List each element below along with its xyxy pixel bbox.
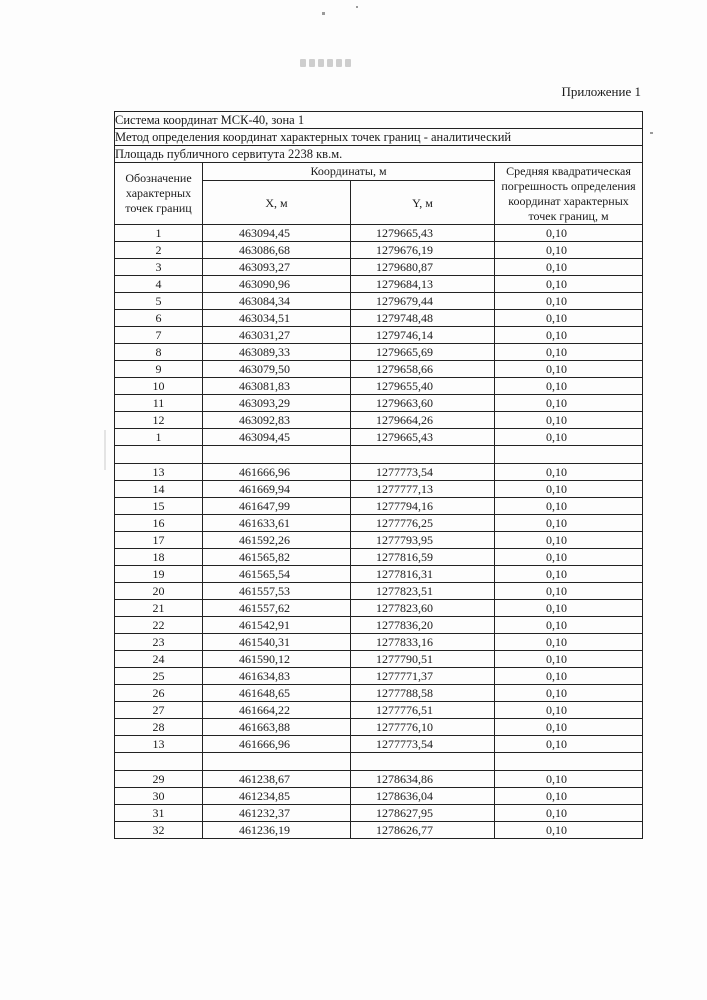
table-row <box>115 685 643 702</box>
x-value: 461633,61 <box>203 515 351 532</box>
error-value: 0,10 <box>495 412 643 429</box>
header-coordinates: Координаты, м <box>203 163 495 181</box>
point-number: 18 <box>115 549 203 566</box>
y-value: 1277833,16 <box>351 634 495 651</box>
point-number: 2 <box>115 242 203 259</box>
x-value: 461565,54 <box>203 566 351 583</box>
table-row <box>115 600 643 617</box>
point-number: 25 <box>115 668 203 685</box>
y-value: 1278636,04 <box>351 788 495 805</box>
y-value: 1277771,37 <box>351 668 495 685</box>
point-number: 29 <box>115 771 203 788</box>
empty-cell <box>203 446 351 464</box>
point-number: 16 <box>115 515 203 532</box>
x-value: 461557,53 <box>203 583 351 600</box>
y-value: 1277777,13 <box>351 481 495 498</box>
table-row <box>115 651 643 668</box>
error-value: 0,10 <box>495 617 643 634</box>
point-number: 11 <box>115 395 203 412</box>
point-number: 8 <box>115 344 203 361</box>
point-number: 22 <box>115 617 203 634</box>
group-separator-row <box>115 446 643 464</box>
point-number: 17 <box>115 532 203 549</box>
y-value: 1279664,26 <box>351 412 495 429</box>
group-separator-row <box>115 753 643 771</box>
y-value: 1279676,19 <box>351 242 495 259</box>
y-value: 1279665,43 <box>351 429 495 446</box>
error-value: 0,10 <box>495 344 643 361</box>
x-value: 463079,50 <box>203 361 351 378</box>
table-row <box>115 634 643 651</box>
point-number: 12 <box>115 412 203 429</box>
empty-cell <box>495 753 643 771</box>
error-value: 0,10 <box>495 276 643 293</box>
y-value: 1279658,66 <box>351 361 495 378</box>
coordinates-table <box>114 111 643 839</box>
y-value: 1277793,95 <box>351 532 495 549</box>
table-row <box>115 327 643 344</box>
scan-speck <box>104 430 106 470</box>
x-value: 463090,96 <box>203 276 351 293</box>
x-value: 461669,94 <box>203 481 351 498</box>
faint-stamp <box>300 54 372 68</box>
empty-cell <box>203 753 351 771</box>
y-value: 1278634,86 <box>351 771 495 788</box>
empty-cell <box>495 446 643 464</box>
error-value: 0,10 <box>495 549 643 566</box>
error-value: 0,10 <box>495 805 643 822</box>
x-value: 461557,62 <box>203 600 351 617</box>
scan-speck <box>356 6 358 8</box>
point-number: 20 <box>115 583 203 600</box>
table-row <box>115 583 643 600</box>
y-value: 1277773,54 <box>351 736 495 753</box>
x-value: 463089,33 <box>203 344 351 361</box>
error-value: 0,10 <box>495 651 643 668</box>
y-value: 1279663,60 <box>351 395 495 412</box>
y-value: 1277823,51 <box>351 583 495 600</box>
point-number: 24 <box>115 651 203 668</box>
point-number: 30 <box>115 788 203 805</box>
y-value: 1277823,60 <box>351 600 495 617</box>
error-value: 0,10 <box>495 685 643 702</box>
error-value: 0,10 <box>495 327 643 344</box>
error-value: 0,10 <box>495 668 643 685</box>
x-value: 461232,37 <box>203 805 351 822</box>
y-value: 1278627,95 <box>351 805 495 822</box>
error-value: 0,10 <box>495 634 643 651</box>
point-number: 15 <box>115 498 203 515</box>
error-value: 0,10 <box>495 361 643 378</box>
table-row <box>115 668 643 685</box>
x-value: 463081,83 <box>203 378 351 395</box>
x-value: 461592,26 <box>203 532 351 549</box>
table-row <box>115 293 643 310</box>
empty-cell <box>115 446 203 464</box>
error-value: 0,10 <box>495 242 643 259</box>
x-value: 463093,27 <box>203 259 351 276</box>
error-value: 0,10 <box>495 702 643 719</box>
x-value: 463031,27 <box>203 327 351 344</box>
y-value: 1277836,20 <box>351 617 495 634</box>
error-value: 0,10 <box>495 515 643 532</box>
header-y: Y, м <box>351 181 495 225</box>
point-number: 13 <box>115 464 203 481</box>
empty-cell <box>115 753 203 771</box>
header-point: Обозначение характерных точек границ <box>115 163 203 225</box>
point-number: 31 <box>115 805 203 822</box>
error-value: 0,10 <box>495 719 643 736</box>
error-value: 0,10 <box>495 395 643 412</box>
table-row <box>115 344 643 361</box>
y-value: 1278626,77 <box>351 822 495 839</box>
error-value: 0,10 <box>495 293 643 310</box>
error-value: 0,10 <box>495 822 643 839</box>
point-number: 28 <box>115 719 203 736</box>
table-row <box>115 719 643 736</box>
x-value: 461565,82 <box>203 549 351 566</box>
error-value: 0,10 <box>495 259 643 276</box>
x-value: 463092,83 <box>203 412 351 429</box>
x-value: 461634,83 <box>203 668 351 685</box>
header-error: Средняя квадратическая погрешность определения координат характерных точек границ, м <box>495 163 643 225</box>
point-number: 5 <box>115 293 203 310</box>
empty-cell <box>351 446 495 464</box>
x-value: 461590,12 <box>203 651 351 668</box>
point-number: 23 <box>115 634 203 651</box>
y-value: 1277776,25 <box>351 515 495 532</box>
point-number: 13 <box>115 736 203 753</box>
y-value: 1277776,51 <box>351 702 495 719</box>
x-value: 463086,68 <box>203 242 351 259</box>
point-number: 32 <box>115 822 203 839</box>
x-value: 461666,96 <box>203 736 351 753</box>
table-row <box>115 617 643 634</box>
y-value: 1279655,40 <box>351 378 495 395</box>
x-value: 461234,85 <box>203 788 351 805</box>
error-value: 0,10 <box>495 378 643 395</box>
x-value: 461647,99 <box>203 498 351 515</box>
point-number: 19 <box>115 566 203 583</box>
header-x: X, м <box>203 181 351 225</box>
error-value: 0,10 <box>495 429 643 446</box>
table-row <box>115 532 643 549</box>
coord-system: Система координат МСК-40, зона 1 <box>115 112 643 129</box>
appendix-label: Приложение 1 <box>561 84 641 99</box>
x-value: 463093,29 <box>203 395 351 412</box>
x-value: 461648,65 <box>203 685 351 702</box>
table-row <box>115 736 643 753</box>
y-value: 1277788,58 <box>351 685 495 702</box>
error-value: 0,10 <box>495 788 643 805</box>
table-row <box>115 429 643 446</box>
point-number: 9 <box>115 361 203 378</box>
error-value: 0,10 <box>495 498 643 515</box>
table-row <box>115 395 643 412</box>
table-row <box>115 566 643 583</box>
y-value: 1279665,43 <box>351 225 495 242</box>
table-row <box>115 242 643 259</box>
x-value: 461236,19 <box>203 822 351 839</box>
error-value: 0,10 <box>495 310 643 327</box>
table-row <box>115 498 643 515</box>
point-number: 27 <box>115 702 203 719</box>
error-value: 0,10 <box>495 736 643 753</box>
table-row <box>115 771 643 788</box>
y-value: 1277794,16 <box>351 498 495 515</box>
table-row <box>115 549 643 566</box>
x-value: 461238,67 <box>203 771 351 788</box>
table-row <box>115 259 643 276</box>
point-number: 6 <box>115 310 203 327</box>
y-value: 1279684,13 <box>351 276 495 293</box>
y-value: 1279746,14 <box>351 327 495 344</box>
y-value: 1277790,51 <box>351 651 495 668</box>
error-value: 0,10 <box>495 583 643 600</box>
scan-speck <box>650 132 653 134</box>
table-row <box>115 805 643 822</box>
table-row <box>115 464 643 481</box>
y-value: 1279680,87 <box>351 259 495 276</box>
x-value: 463084,34 <box>203 293 351 310</box>
table-row <box>115 412 643 429</box>
error-value: 0,10 <box>495 600 643 617</box>
area: Площадь публичного сервитута 2238 кв.м. <box>115 146 643 163</box>
x-value: 461540,31 <box>203 634 351 651</box>
error-value: 0,10 <box>495 464 643 481</box>
table-row <box>115 822 643 839</box>
table-row <box>115 481 643 498</box>
table-row <box>115 276 643 293</box>
y-value: 1279679,44 <box>351 293 495 310</box>
point-number: 3 <box>115 259 203 276</box>
x-value: 463094,45 <box>203 429 351 446</box>
x-value: 463034,51 <box>203 310 351 327</box>
point-number: 7 <box>115 327 203 344</box>
x-value: 461664,22 <box>203 702 351 719</box>
table-row <box>115 310 643 327</box>
method: Метод определения координат характерных точек границ - аналитический <box>115 129 643 146</box>
x-value: 463094,45 <box>203 225 351 242</box>
table-row <box>115 515 643 532</box>
empty-cell <box>351 753 495 771</box>
error-value: 0,10 <box>495 566 643 583</box>
error-value: 0,10 <box>495 225 643 242</box>
point-number: 10 <box>115 378 203 395</box>
y-value: 1277776,10 <box>351 719 495 736</box>
point-number: 14 <box>115 481 203 498</box>
scan-speck <box>322 12 325 15</box>
table-row <box>115 378 643 395</box>
table-row <box>115 702 643 719</box>
x-value: 461666,96 <box>203 464 351 481</box>
x-value: 461542,91 <box>203 617 351 634</box>
table-row <box>115 225 643 242</box>
point-number: 4 <box>115 276 203 293</box>
table-row <box>115 788 643 805</box>
y-value: 1279665,69 <box>351 344 495 361</box>
error-value: 0,10 <box>495 481 643 498</box>
y-value: 1277816,59 <box>351 549 495 566</box>
point-number: 21 <box>115 600 203 617</box>
point-number: 26 <box>115 685 203 702</box>
y-value: 1277816,31 <box>351 566 495 583</box>
x-value: 461663,88 <box>203 719 351 736</box>
point-number: 1 <box>115 429 203 446</box>
error-value: 0,10 <box>495 771 643 788</box>
point-number: 1 <box>115 225 203 242</box>
y-value: 1277773,54 <box>351 464 495 481</box>
table-row <box>115 361 643 378</box>
y-value: 1279748,48 <box>351 310 495 327</box>
error-value: 0,10 <box>495 532 643 549</box>
